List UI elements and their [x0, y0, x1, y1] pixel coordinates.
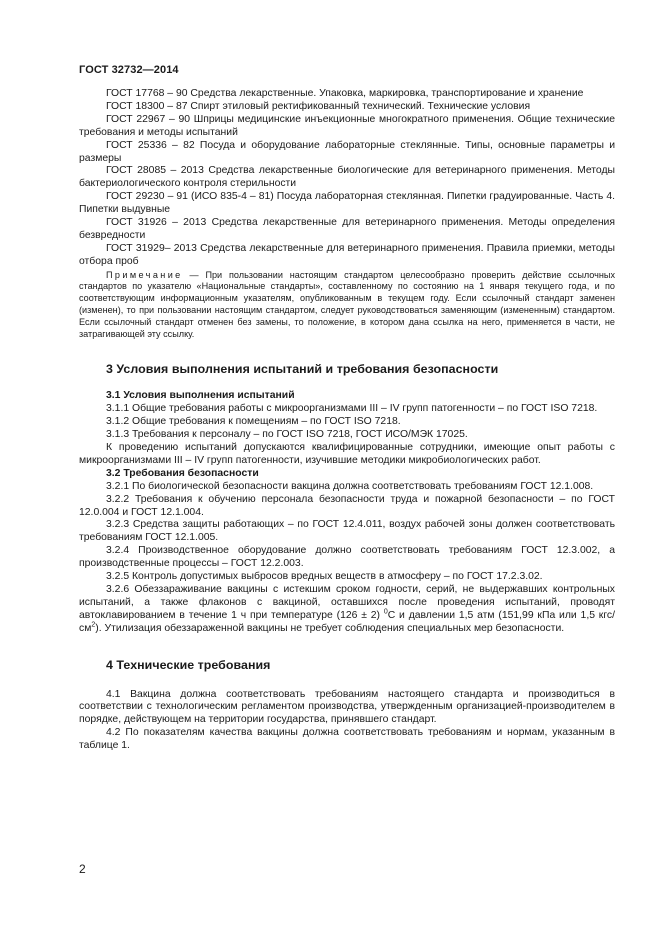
note-label: Примечание [106, 269, 183, 280]
reference-item: ГОСТ 29230 – 91 (ИСО 835-4 – 81) Посуда лабораторная стеклянная. Пипетки градуированные. Часть 4. Пипетки выдувные [79, 191, 615, 216]
paragraph-3-1-1: 3.1.1 Общие требования работы с микроорганизмами III – IV групп патогенности – по ГОСТ ISO 7218. [106, 403, 598, 415]
subsection-3-1-heading: 3.1 Условия выполнения испытаний [106, 390, 295, 402]
paragraph-3-2-5: 3.2.5 Контроль допустимых выбросов вредных веществ в атмосферу – по ГОСТ 17.2.3.02. [106, 571, 543, 583]
reference-item: ГОСТ 28085 – 2013 Средства лекарственные биологические для ветеринарного применения. Методы бактериологического контроля стерильности [79, 165, 615, 190]
document-body [79, 88, 615, 753]
reference-item: ГОСТ 18300 – 87 Спирт этиловый ректификованный технический. Технические условия [106, 100, 531, 112]
paragraph-3-1-2: 3.1.2 Общие требования к помещениям – по ГОСТ ISO 7218. [106, 416, 401, 428]
paragraph-3-2-4: 3.2.4 Производственное оборудование должно соответствовать требованиям ГОСТ 12.3.002, а производственные процессы – ГОСТ 12.2.003. [79, 545, 615, 570]
paragraph-3-2-3: 3.2.3 Средства защиты работающих – по ГОСТ 12.4.011, воздух рабочей зоны должен соответствовать требованиям ГОСТ 12.1.005. [79, 519, 615, 544]
paragraph-3-2-6: 3.2.6 Обеззараживание вакцины с истекшим сроком годности, серий, не выдержавших контрольных испытаний, а также флаконов с вакциной, оставшихся после проведения испытаний, проводят автоклавированием в течение 1 ч при температуре (126 ± 2) $^0$С и давлении 1,5 атм (151,99 кПа или 1,5 кгс/$см^2$). Утилизация обеззараженной вакцины не требует соблюдения специальных мер безопасности. [79, 583, 616, 634]
paragraph-4-1: 4.1 Вакцина должна соответствовать требованиям настоящего стандарта и производиться в соответствии с технологическим регламентом производства, утвержденным организацией-производителем в порядке, действующем на территории государства, принявшего стандарт. [79, 688, 615, 726]
subsection-3-2-heading: 3.2 Требования безопасности [106, 467, 259, 479]
reference-item: ГОСТ 31929– 2013 Средства лекарственные для ветеринарного применения. Правила приемки, методы отбора проб [79, 242, 615, 267]
paragraph-3-2-2: 3.2.2 Требования к обучению персонала безопасности труда и пожарной безопасности – по ГОСТ 12.0.004 и ГОСТ 12.1.004. [79, 493, 615, 518]
document-header: ГОСТ 32732—2014 [79, 64, 179, 76]
paragraph-3-2-1: 3.2.1 По биологической безопасности вакцина должна соответствовать требованиям ГОСТ 12.1.008. [106, 480, 594, 492]
square-superscript: 2 [91, 621, 96, 629]
reference-item: ГОСТ 25336 – 82 Посуда и оборудование лабораторные стеклянные. Типы, основные параметры и размеры [79, 139, 615, 164]
paragraph-staff: К проведению испытаний допускаются квалифицированные сотрудники, имеющие опыт работы с микроорганизмами III – IV групп патогенности, изучившие методики микробиологических работ. [79, 442, 615, 466]
reference-item: ГОСТ 31926 – 2013 Средства лекарственные для ветеринарного применения. Методы определения безвредности [79, 217, 615, 241]
section-3-heading: 3 Условия выполнения испытаний и требования безопасности [106, 362, 499, 377]
page-number: 2 [79, 862, 86, 876]
reference-item: ГОСТ 22967 – 90 Шприцы медицинские инъекционные многократного применения. Общие технические требования и методы испытаний [79, 113, 615, 138]
note-block [79, 270, 615, 341]
paragraph-4-2: 4.2 По показателям качества вакцины должна соответствовать требованиям и нормам, указанным в таблице 1. [79, 727, 615, 752]
section-4-heading: 4 Технические требования [106, 657, 271, 672]
reference-item: ГОСТ 17768 – 90 Средства лекарственные. Упаковка, маркировка, транспортирование и хранение [106, 88, 584, 99]
note-text: — При пользовании настоящим стандартом целесообразно проверить действие ссылочных стандартов по указателю «Национальные стандарты», составленному по состоянию на 1 января текущего года, и по соответствующим информационным указателям, опубликованным в текущем году. Если ссылочный стандарт заменен (изменен), то при пользовании настоящим стандартом, следует руководствоваться заменяющим (измененным) стандартом. Если ссылочный стандарт отменен без замены, то положение, в котором дана ссылка на него, применяется в части, не затрагивающей эту ссылку. [79, 269, 615, 339]
degree-superscript: 0 [383, 608, 388, 616]
paragraph-3-1-3: 3.1.3 Требования к персоналу – по ГОСТ ISO 7218, ГОСТ ИСО/МЭК 17025. [106, 429, 468, 441]
